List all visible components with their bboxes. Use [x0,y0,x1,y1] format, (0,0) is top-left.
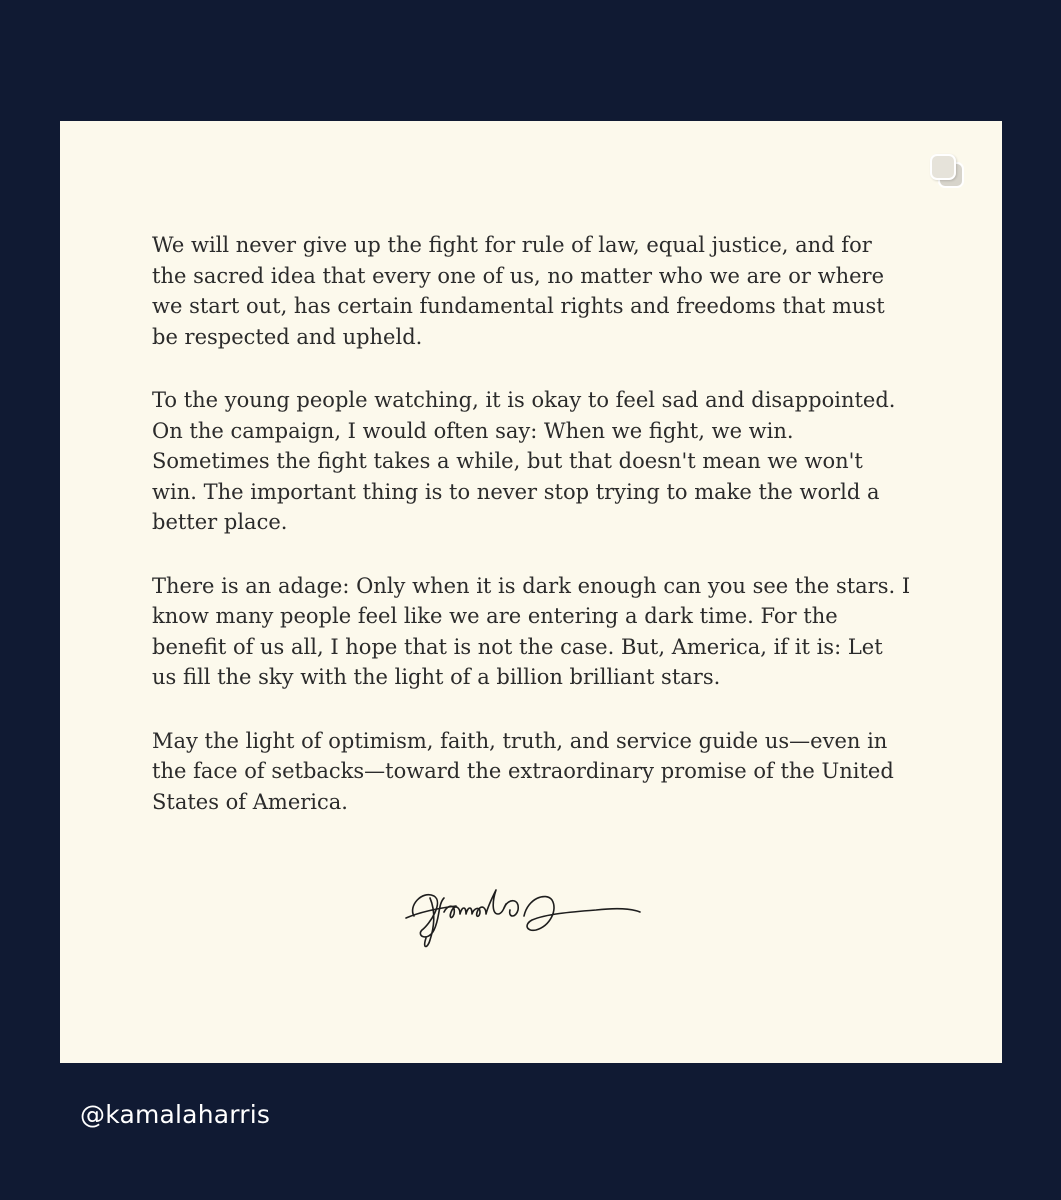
letter-paragraph-3: There is an adage: Only when it is dark enough can you see the stars. I know many people feel like we are entering a dark time. For the benefit of us all, I hope that is not the case. But, America, if it is: Let us fill the sky with the light of a billion brilliant stars. [152,573,911,689]
signature [400,868,660,958]
letter-paragraph-4: May the light of optimism, faith, truth, and service guide us—even in the face of setbacks—toward the extraordinary promise of the United States of America. [152,728,894,814]
letter-paragraph-1: We will never give up the fight for rule of law, equal justice, and for the sacred idea that every one of us, no matter who we are or where we start out, has certain fundamental rights and freedoms that must be respected and upheld. [152,233,885,349]
account-handle[interactable]: @kamalaharris [80,1100,271,1129]
letter-paragraph-2: To the young people watching, it is okay to feel sad and disappointed. On the campaign, I would often say: When we fight, we win. Sometimes the fight takes a while, but that doesn't mean we won't win. The important thing is to never stop trying to make the world a better place. [152,388,896,534]
multiple-images-icon[interactable] [930,154,970,194]
letter-body [152,230,912,850]
